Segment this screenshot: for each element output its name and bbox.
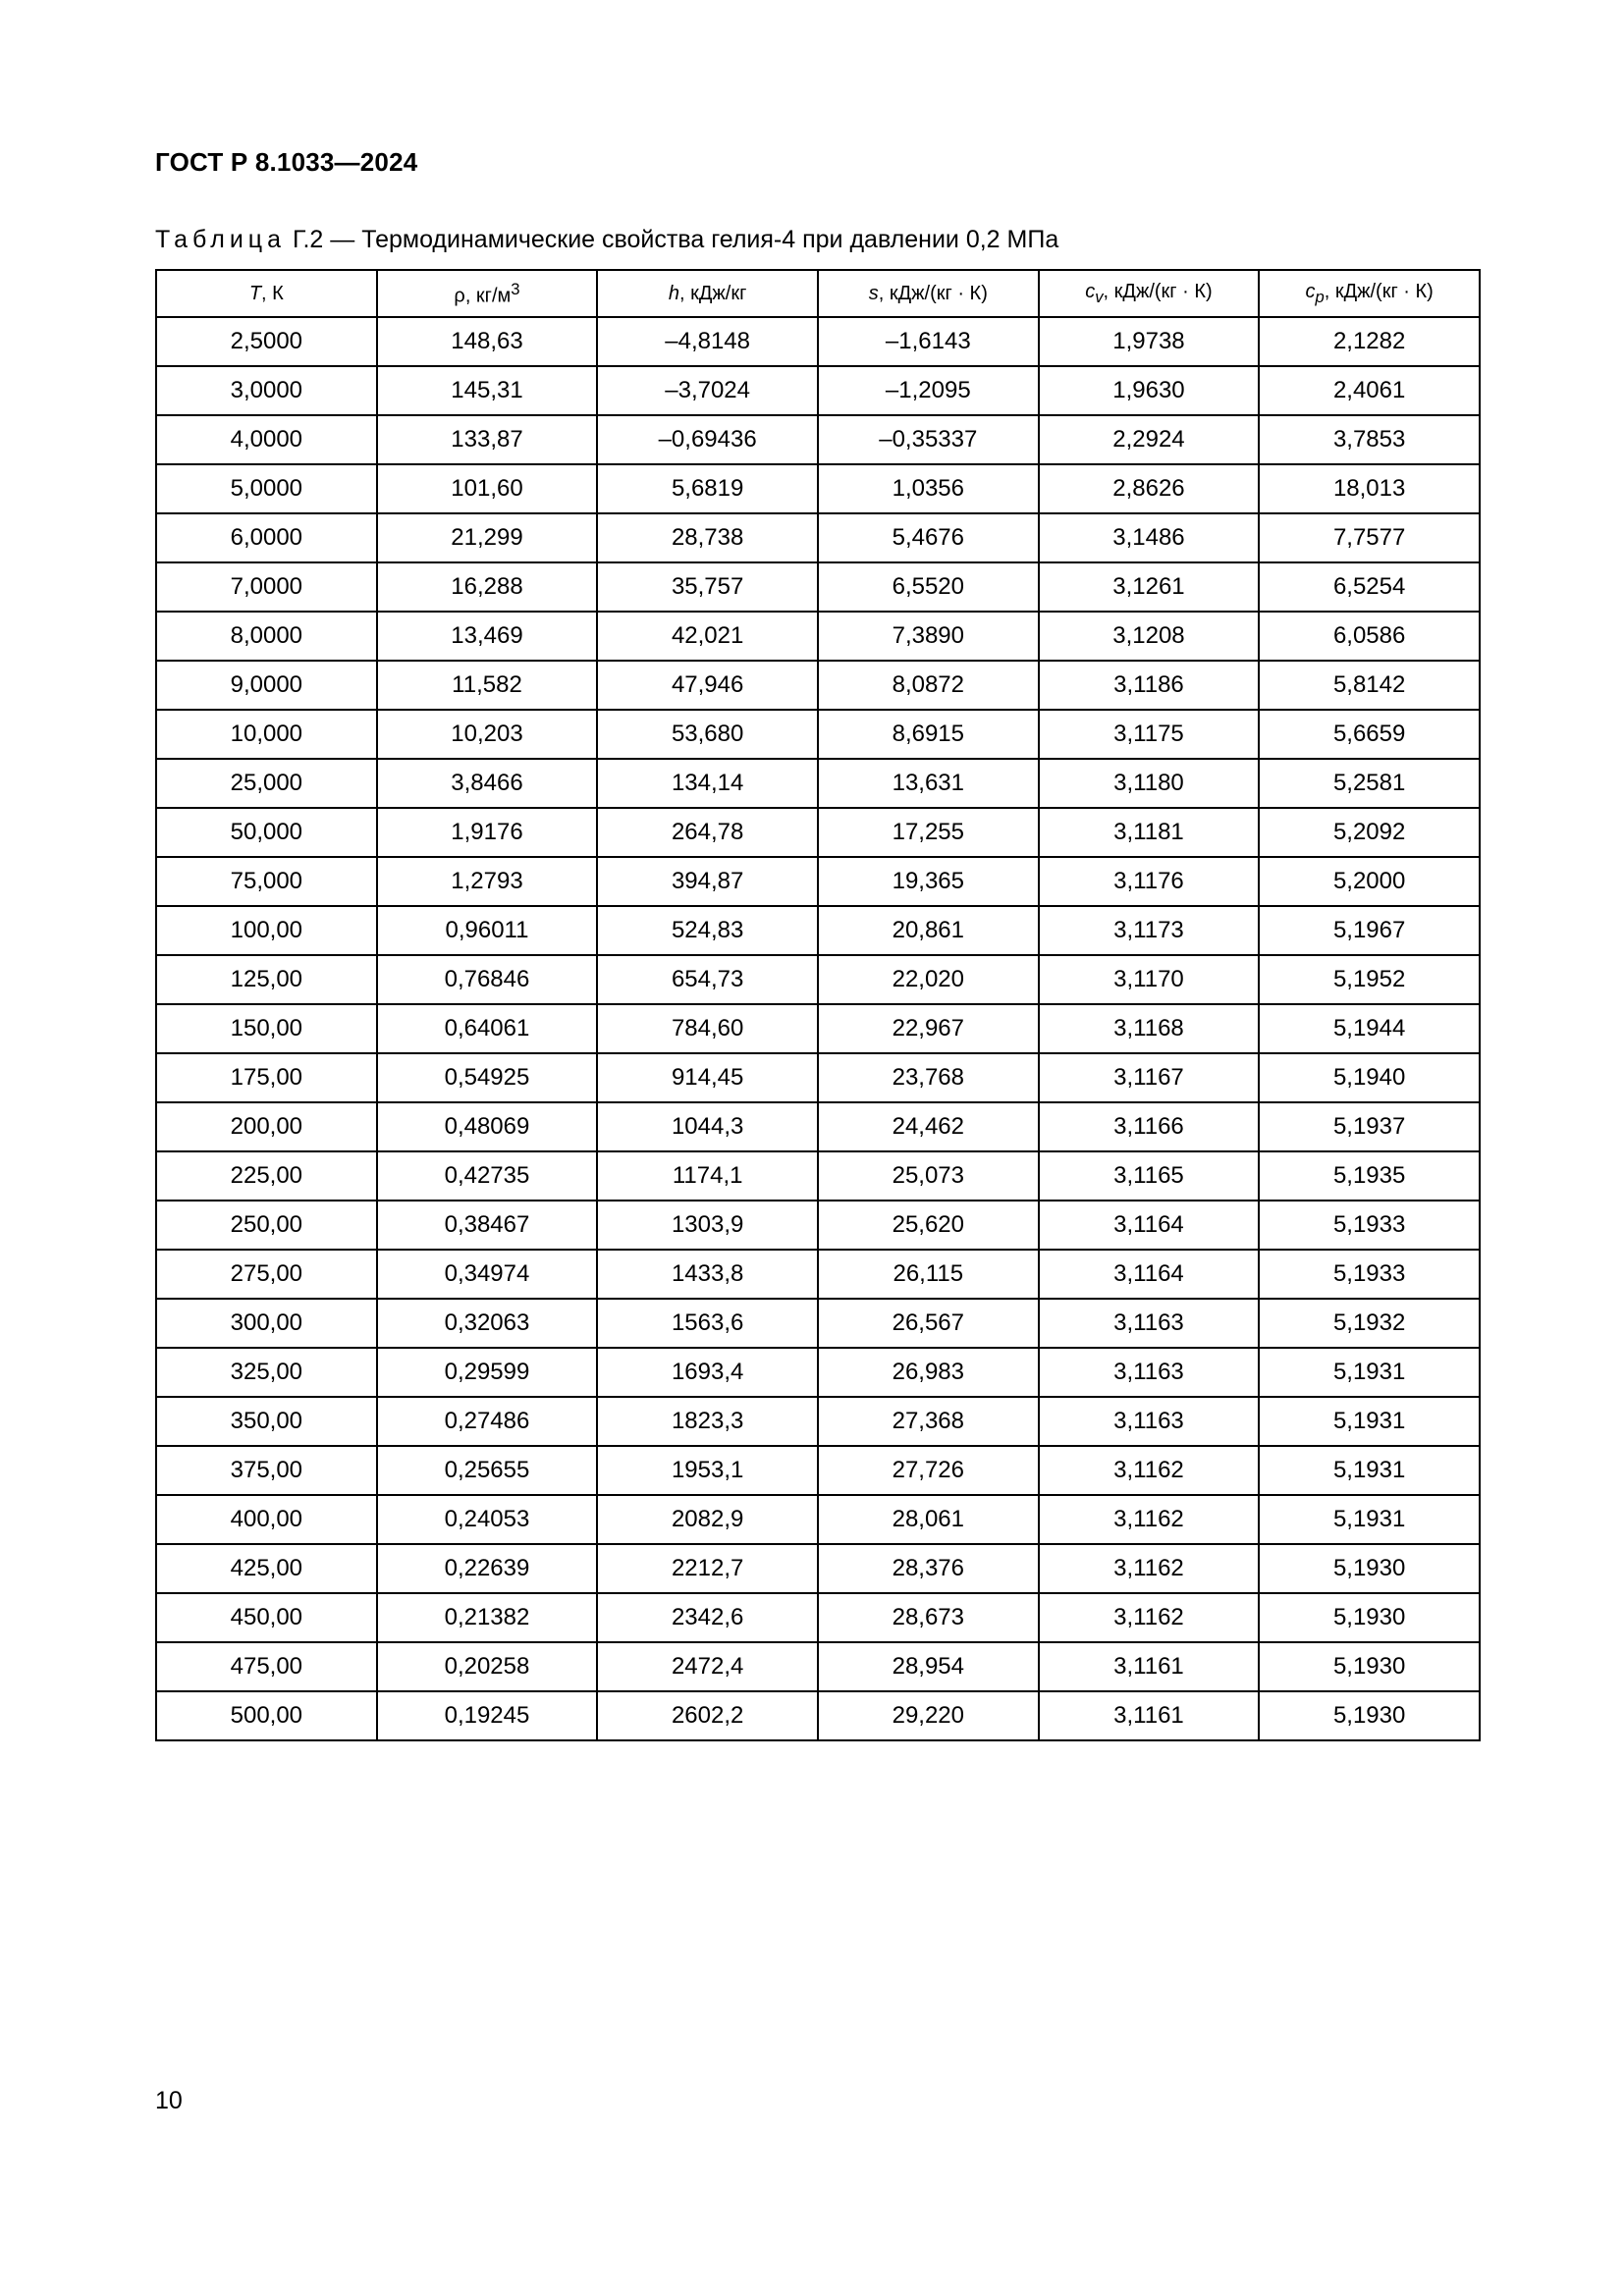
cell-cp: 2,4061 [1259,366,1480,415]
cell-temperature: 375,00 [156,1446,377,1495]
cell-cp: 5,8142 [1259,661,1480,710]
cell-enthalpy: 264,78 [597,808,818,857]
cell-density: 101,60 [377,464,598,513]
cell-cp: 5,1930 [1259,1691,1480,1740]
cell-density: 0,54925 [377,1053,598,1102]
cell-density: 1,2793 [377,857,598,906]
cell-entropy: 26,983 [818,1348,1039,1397]
cell-cp: 5,1930 [1259,1593,1480,1642]
cell-entropy: 20,861 [818,906,1039,955]
cell-temperature: 175,00 [156,1053,377,1102]
table-row [156,1642,1480,1691]
cell-cv: 3,1163 [1039,1299,1260,1348]
cell-temperature: 8,0000 [156,612,377,661]
cell-density: 0,21382 [377,1593,598,1642]
cell-enthalpy: 1953,1 [597,1446,818,1495]
cell-enthalpy: –3,7024 [597,366,818,415]
cell-cp: 5,1930 [1259,1544,1480,1593]
cell-cp: 5,1931 [1259,1397,1480,1446]
table-row [156,1348,1480,1397]
cell-entropy: 24,462 [818,1102,1039,1151]
cell-enthalpy: 2212,7 [597,1544,818,1593]
page-number: 10 [155,2087,183,2114]
cell-enthalpy: 1044,3 [597,1102,818,1151]
cell-cv: 3,1180 [1039,759,1260,808]
cell-density: 0,20258 [377,1642,598,1691]
cell-density: 0,34974 [377,1250,598,1299]
table-header-row [156,270,1480,317]
cell-density: 21,299 [377,513,598,562]
table-caption-label: Таблица [155,226,287,253]
cell-enthalpy: 2472,4 [597,1642,818,1691]
cell-temperature: 10,000 [156,710,377,759]
cell-entropy: 22,967 [818,1004,1039,1053]
table-row [156,759,1480,808]
table-row [156,1201,1480,1250]
cell-entropy: 25,620 [818,1201,1039,1250]
cell-cp: 5,1937 [1259,1102,1480,1151]
cell-enthalpy: 1823,3 [597,1397,818,1446]
cell-temperature: 225,00 [156,1151,377,1201]
cell-entropy: 28,673 [818,1593,1039,1642]
properties-table [155,269,1481,1741]
cell-density: 10,203 [377,710,598,759]
cell-entropy: 25,073 [818,1151,1039,1201]
cell-cv: 3,1162 [1039,1495,1260,1544]
cell-density: 148,63 [377,317,598,366]
cell-density: 0,22639 [377,1544,598,1593]
cell-entropy: 29,220 [818,1691,1039,1740]
cell-entropy: 6,5520 [818,562,1039,612]
cell-cv: 3,1161 [1039,1691,1260,1740]
table-row [156,1544,1480,1593]
cell-cp: 6,0586 [1259,612,1480,661]
cell-cp: 5,1944 [1259,1004,1480,1053]
cell-cv: 3,1168 [1039,1004,1260,1053]
cell-cv: 2,8626 [1039,464,1260,513]
cell-density: 0,48069 [377,1102,598,1151]
cell-enthalpy: 784,60 [597,1004,818,1053]
cell-temperature: 250,00 [156,1201,377,1250]
cell-density: 16,288 [377,562,598,612]
table-row [156,808,1480,857]
table-row [156,1250,1480,1299]
cell-entropy: 27,368 [818,1397,1039,1446]
cell-temperature: 150,00 [156,1004,377,1053]
cell-entropy: 28,376 [818,1544,1039,1593]
cell-enthalpy: –4,8148 [597,317,818,366]
table-row [156,366,1480,415]
cell-enthalpy: 2602,2 [597,1691,818,1740]
cell-enthalpy: –0,69436 [597,415,818,464]
cell-temperature: 9,0000 [156,661,377,710]
table-row [156,513,1480,562]
cell-entropy: 23,768 [818,1053,1039,1102]
cell-cv: 3,1163 [1039,1397,1260,1446]
cell-cv: 3,1176 [1039,857,1260,906]
cell-cp: 5,1931 [1259,1446,1480,1495]
cell-temperature: 400,00 [156,1495,377,1544]
cell-cp: 5,1967 [1259,906,1480,955]
table-row [156,906,1480,955]
cell-temperature: 5,0000 [156,464,377,513]
cell-density: 0,25655 [377,1446,598,1495]
cell-enthalpy: 914,45 [597,1053,818,1102]
cell-cp: 5,1933 [1259,1201,1480,1250]
cell-entropy: 8,6915 [818,710,1039,759]
cell-density: 0,38467 [377,1201,598,1250]
cell-temperature: 500,00 [156,1691,377,1740]
table-row [156,1495,1480,1544]
cell-entropy: 22,020 [818,955,1039,1004]
column-header-entropy: s, кДж/(кг · К) [818,270,1039,317]
table-row [156,415,1480,464]
cell-cv: 3,1486 [1039,513,1260,562]
cell-enthalpy: 2342,6 [597,1593,818,1642]
cell-cv: 1,9738 [1039,317,1260,366]
cell-cv: 3,1161 [1039,1642,1260,1691]
cell-cp: 5,1932 [1259,1299,1480,1348]
cell-cp: 6,5254 [1259,562,1480,612]
column-header-density: ρ, $кг/м^3$ [377,270,598,317]
table-row [156,1299,1480,1348]
cell-cp: 5,1931 [1259,1495,1480,1544]
cell-enthalpy: 42,021 [597,612,818,661]
cell-enthalpy: 1693,4 [597,1348,818,1397]
cell-enthalpy: 5,6819 [597,464,818,513]
cell-cp: 5,1933 [1259,1250,1480,1299]
cell-enthalpy: 1174,1 [597,1151,818,1201]
cell-density: 3,8466 [377,759,598,808]
cell-entropy: 5,4676 [818,513,1039,562]
cell-density: 145,31 [377,366,598,415]
cell-density: 1,9176 [377,808,598,857]
table-row [156,1004,1480,1053]
cell-cp: 5,6659 [1259,710,1480,759]
cell-entropy: 26,567 [818,1299,1039,1348]
cell-cp: 5,1952 [1259,955,1480,1004]
cell-entropy: 28,061 [818,1495,1039,1544]
cell-enthalpy: 134,14 [597,759,818,808]
cell-enthalpy: 53,680 [597,710,818,759]
table-row [156,1593,1480,1642]
cell-entropy: 7,3890 [818,612,1039,661]
cell-enthalpy: 35,757 [597,562,818,612]
cell-temperature: 325,00 [156,1348,377,1397]
cell-cv: 3,1175 [1039,710,1260,759]
cell-entropy: 19,365 [818,857,1039,906]
cell-cv: 2,2924 [1039,415,1260,464]
cell-entropy: –1,2095 [818,366,1039,415]
cell-cv: 3,1162 [1039,1446,1260,1495]
cell-density: 0,32063 [377,1299,598,1348]
cell-enthalpy: 524,83 [597,906,818,955]
cell-density: 0,27486 [377,1397,598,1446]
cell-cp: 2,1282 [1259,317,1480,366]
cell-enthalpy: 1303,9 [597,1201,818,1250]
table-row [156,1053,1480,1102]
cell-cp: 5,2581 [1259,759,1480,808]
cell-enthalpy: 654,73 [597,955,818,1004]
table-row [156,1691,1480,1740]
cell-density: 11,582 [377,661,598,710]
column-header-temperature: T, К [156,270,377,317]
cell-cv: 3,1165 [1039,1151,1260,1201]
table-row [156,661,1480,710]
cell-cv: 3,1164 [1039,1201,1260,1250]
document-header: ГОСТ Р 8.1033—2024 [155,147,418,177]
cell-temperature: 75,000 [156,857,377,906]
cell-density: 0,19245 [377,1691,598,1740]
cell-temperature: 25,000 [156,759,377,808]
cell-temperature: 275,00 [156,1250,377,1299]
table-caption-text: Г.2 — Термодинамические свойства гелия-4 при давлении 0,2 МПа [292,226,1059,253]
cell-temperature: 450,00 [156,1593,377,1642]
table-row [156,1102,1480,1151]
cell-cv: 3,1181 [1039,808,1260,857]
cell-enthalpy: 47,946 [597,661,818,710]
cell-density: 0,29599 [377,1348,598,1397]
cell-temperature: 300,00 [156,1299,377,1348]
table-body [156,317,1480,1740]
cell-entropy: 8,0872 [818,661,1039,710]
cell-temperature: 6,0000 [156,513,377,562]
table-row [156,1397,1480,1446]
cell-density: 0,24053 [377,1495,598,1544]
cell-density: 0,76846 [377,955,598,1004]
cell-entropy: 17,255 [818,808,1039,857]
cell-cp: 3,7853 [1259,415,1480,464]
cell-temperature: 3,0000 [156,366,377,415]
cell-cv: 3,1167 [1039,1053,1260,1102]
cell-density: 0,42735 [377,1151,598,1201]
table-caption [155,226,1058,254]
cell-enthalpy: 28,738 [597,513,818,562]
cell-cp: 5,1930 [1259,1642,1480,1691]
cell-cp: 5,2000 [1259,857,1480,906]
cell-density: 0,96011 [377,906,598,955]
cell-temperature: 4,0000 [156,415,377,464]
cell-entropy: 26,115 [818,1250,1039,1299]
cell-entropy: –1,6143 [818,317,1039,366]
table-row [156,1446,1480,1495]
cell-cv: 3,1173 [1039,906,1260,955]
cell-cp: 5,1940 [1259,1053,1480,1102]
cell-cp: 5,2092 [1259,808,1480,857]
cell-entropy: –0,35337 [818,415,1039,464]
cell-entropy: 27,726 [818,1446,1039,1495]
table-row [156,857,1480,906]
cell-cv: 3,1166 [1039,1102,1260,1151]
cell-cv: 3,1164 [1039,1250,1260,1299]
cell-temperature: 425,00 [156,1544,377,1593]
column-header-enthalpy: h, кДж/кг [597,270,818,317]
table-row [156,612,1480,661]
cell-entropy: 13,631 [818,759,1039,808]
cell-temperature: 100,00 [156,906,377,955]
cell-temperature: 350,00 [156,1397,377,1446]
cell-enthalpy: 2082,9 [597,1495,818,1544]
cell-density: 133,87 [377,415,598,464]
cell-enthalpy: 1433,8 [597,1250,818,1299]
column-header-cp: $c_p$, кДж/(кг · К) [1259,270,1480,317]
cell-enthalpy: 394,87 [597,857,818,906]
cell-density: 13,469 [377,612,598,661]
cell-cp: 5,1931 [1259,1348,1480,1397]
cell-cv: 3,1163 [1039,1348,1260,1397]
cell-cv: 3,1208 [1039,612,1260,661]
cell-cv: 3,1162 [1039,1593,1260,1642]
cell-cp: 18,013 [1259,464,1480,513]
cell-density: 0,64061 [377,1004,598,1053]
cell-cv: 3,1162 [1039,1544,1260,1593]
cell-cv: 1,9630 [1039,366,1260,415]
cell-cp: 7,7577 [1259,513,1480,562]
cell-entropy: 28,954 [818,1642,1039,1691]
cell-temperature: 2,5000 [156,317,377,366]
cell-enthalpy: 1563,6 [597,1299,818,1348]
cell-temperature: 200,00 [156,1102,377,1151]
cell-temperature: 7,0000 [156,562,377,612]
table-row [156,1151,1480,1201]
cell-entropy: 1,0356 [818,464,1039,513]
table-row [156,955,1480,1004]
column-header-cv: $c_v$, кДж/(кг · К) [1039,270,1260,317]
cell-temperature: 475,00 [156,1642,377,1691]
table-row [156,317,1480,366]
cell-cv: 3,1170 [1039,955,1260,1004]
table-row [156,464,1480,513]
table-row [156,710,1480,759]
cell-cp: 5,1935 [1259,1151,1480,1201]
cell-temperature: 125,00 [156,955,377,1004]
cell-cv: 3,1261 [1039,562,1260,612]
cell-cv: 3,1186 [1039,661,1260,710]
table-row [156,562,1480,612]
cell-temperature: 50,000 [156,808,377,857]
